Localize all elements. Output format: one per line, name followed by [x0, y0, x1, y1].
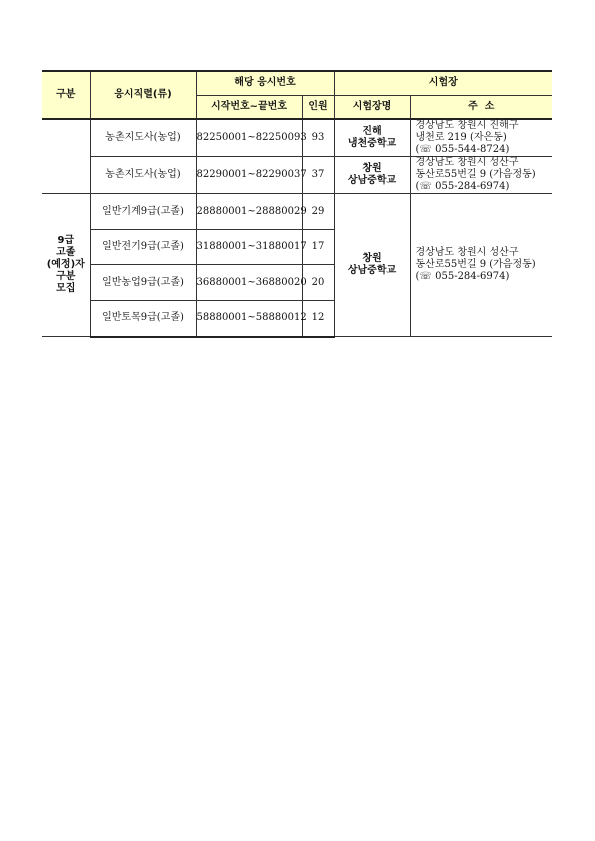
address-line: 동산로55번길 9 (가음정동) [415, 259, 536, 270]
address-line: 경상남도 창원시 성산구 [415, 157, 519, 168]
count-cell: 93 [302, 119, 334, 157]
group-line: 고졸 [56, 247, 76, 258]
count-cell: 37 [302, 157, 334, 194]
header-range: 시작번호~끝번호 [196, 95, 302, 119]
header-number-group: 해당 응시번호 [196, 71, 334, 95]
count-cell: 17 [302, 230, 334, 265]
job-cell: 일반기계9급(고졸) [90, 194, 196, 230]
group-cell-empty [42, 119, 90, 194]
header-job: 응시직렬(류) [90, 71, 196, 119]
venue-line: 상남중학교 [347, 175, 397, 186]
venue-cell [334, 194, 410, 337]
address-line: 동산로55번길 9 (가음정동) [415, 169, 536, 180]
count-cell: 29 [302, 194, 334, 230]
venue-line: 창원 [362, 163, 382, 174]
group-line: 구분 [56, 271, 76, 282]
range-cell: 82290001~82290037 [196, 157, 302, 194]
group-line: 9급 [57, 235, 75, 246]
address-cell [410, 157, 552, 194]
address-line: (☏ 055-544-8724) [415, 144, 510, 155]
group-line: 모집 [56, 283, 76, 294]
address-line: 경상남도 창원시 진해구 [415, 120, 519, 131]
address-cell [410, 119, 552, 157]
count-cell: 20 [302, 265, 334, 301]
venue-line: 냉천중학교 [347, 138, 397, 149]
group-cell-9grade [42, 194, 90, 337]
range-cell: 31880001~31880017 [196, 230, 302, 265]
table-row [42, 119, 552, 157]
range-cell: 36880001~36880020 [196, 265, 302, 301]
address-line: (☏ 055-284-6974) [415, 181, 510, 192]
job-cell: 농촌지도사(농업) [90, 119, 196, 157]
venue-cell [334, 157, 410, 194]
range-cell: 58880001~58880012 [196, 301, 302, 337]
venue-line: 진해 [362, 126, 382, 137]
header-group: 구분 [42, 71, 90, 119]
address-line: (☏ 055-284-6974) [415, 271, 510, 282]
header-address: 주 소 [410, 95, 552, 119]
venue-line: 상남중학교 [347, 265, 397, 276]
address-line: 냉천로 219 (자은동) [415, 132, 507, 143]
table-row [42, 194, 552, 230]
job-cell: 일반농업9급(고졸) [90, 265, 196, 301]
job-cell: 농촌지도사(농업) [90, 157, 196, 194]
table-row [42, 157, 552, 194]
count-cell: 12 [302, 301, 334, 337]
range-cell: 82250001~82250093 [196, 119, 302, 157]
job-cell: 일반토목9급(고졸) [90, 301, 196, 337]
header-venue-name: 시험장명 [334, 95, 410, 119]
job-cell: 일반전기9급(고졸) [90, 230, 196, 265]
header-count: 인원 [302, 95, 334, 119]
address-line: 경상남도 창원시 성산구 [415, 247, 519, 258]
range-cell: 28880001~28880029 [196, 194, 302, 230]
exam-venue-table [42, 70, 552, 338]
venue-line: 창원 [362, 253, 382, 264]
group-line: (예정)자 [46, 259, 85, 270]
venue-cell [334, 119, 410, 157]
header-venue-group: 시험장 [334, 71, 552, 95]
address-cell [410, 194, 552, 337]
